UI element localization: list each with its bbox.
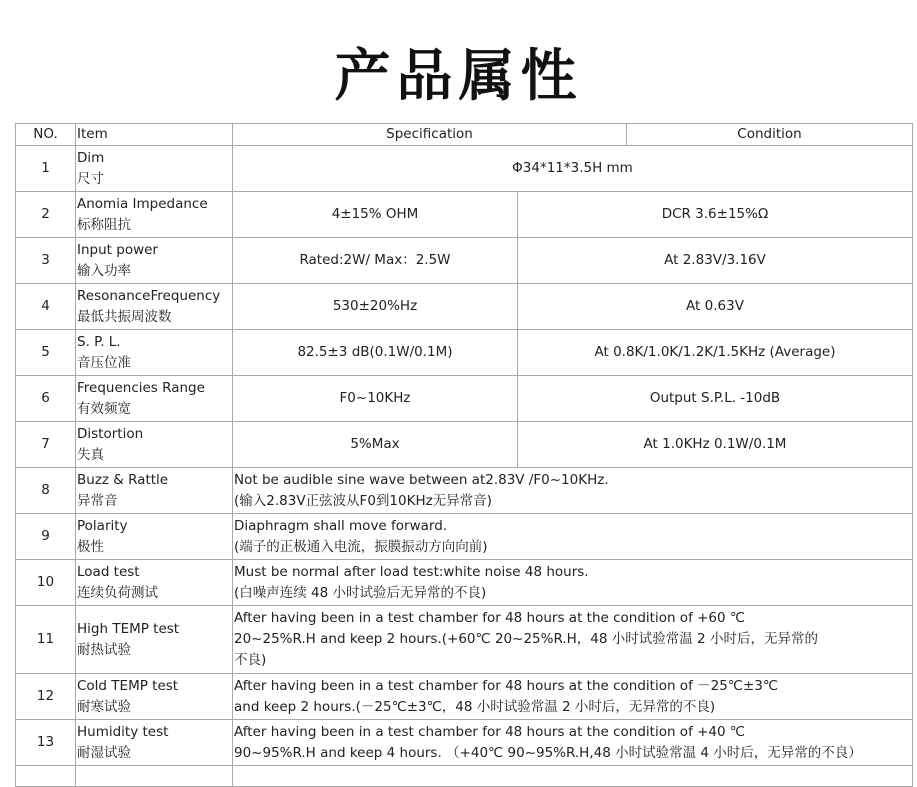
item-name-en: Dim: [77, 149, 105, 166]
table-row: [16, 146, 913, 192]
header-specification: Specification: [233, 124, 627, 146]
item-cell: [76, 284, 233, 330]
description-line: After having been in a test chamber for 48 hours at the condition of －25℃±3℃: [234, 677, 779, 694]
table-row: [16, 330, 913, 376]
row-number: 9: [16, 514, 76, 560]
table-row: [16, 238, 913, 284]
description-line: 不良): [234, 652, 267, 668]
row-number: 5: [16, 330, 76, 376]
item-name-cn: 失真: [77, 446, 104, 463]
item-name-en: High TEMP test: [77, 620, 180, 637]
description-line: (输入2.83V正弦波从F0到10KHz无异常音): [234, 492, 492, 509]
table-row: [16, 514, 913, 560]
empty-cell: [76, 766, 233, 787]
row-number: 2: [16, 192, 76, 238]
item-name-cn: 异常音: [77, 492, 118, 509]
description-cell: [233, 674, 913, 720]
condition-cell: At 0.63V: [518, 284, 913, 330]
item-cell: [76, 560, 233, 606]
table-row: [16, 560, 913, 606]
table-row: [16, 284, 913, 330]
empty-cell: [233, 766, 913, 787]
row-number: 12: [16, 674, 76, 720]
empty-cell: [16, 766, 76, 787]
item-cell: [76, 468, 233, 514]
description-line: (端子的正极通入电流，振膜振动方向向前): [234, 538, 488, 555]
row-number: 7: [16, 422, 76, 468]
description-cell: [233, 720, 913, 766]
item-cell: [76, 720, 233, 766]
item-name-en: Polarity: [77, 517, 128, 534]
row-number: 11: [16, 606, 76, 674]
row-number: 8: [16, 468, 76, 514]
item-cell: [76, 674, 233, 720]
item-name-en: Anomia Impedance: [77, 195, 208, 212]
header-no: NO.: [16, 124, 76, 146]
item-name-en: Humidity test: [77, 723, 169, 740]
description-cell: [233, 514, 913, 560]
row-number: 1: [16, 146, 76, 192]
description-cell: [233, 560, 913, 606]
table-row: [16, 468, 913, 514]
item-name-en: Cold TEMP test: [77, 677, 179, 694]
item-name-cn: 标称阻抗: [77, 216, 131, 233]
condition-cell: Output S.P.L. -10dB: [518, 376, 913, 422]
table-row: [16, 674, 913, 720]
item-cell: [76, 376, 233, 422]
item-cell: [76, 192, 233, 238]
item-name-en: ResonanceFrequency: [77, 287, 221, 304]
table-row-empty: [16, 766, 913, 787]
specification-cell: Φ34*11*3.5H mm: [233, 146, 913, 192]
item-name-cn: 音压位准: [77, 354, 131, 371]
row-number: 10: [16, 560, 76, 606]
table-row: [16, 422, 913, 468]
header-condition: Condition: [627, 124, 913, 146]
description-line: 90~95%R.H and keep 4 hours. （+40℃ 90~95%R.H,48 小时试验常温 4 小时后，无异常的不良）: [234, 744, 862, 761]
item-name-en: Load test: [77, 563, 140, 580]
description-line: After having been in a test chamber for 48 hours at the condition of +40 ℃: [234, 723, 746, 740]
specification-cell: 5%Max: [233, 422, 518, 468]
item-cell: [76, 606, 233, 674]
item-name-cn: 极性: [77, 538, 104, 555]
item-cell: [76, 330, 233, 376]
description-line: Not be audible sine wave between at2.83V /F0~10KHz.: [234, 471, 609, 488]
description-line: and keep 2 hours.(－25℃±3℃，48 小时试验常温 2 小时后，无异常的不良): [234, 698, 716, 715]
table-row: [16, 606, 913, 674]
specification-cell: F0~10KHz: [233, 376, 518, 422]
item-name-en: Buzz & Rattle: [77, 471, 169, 488]
description-line: 20~25%R.H and keep 2 hours.(+60℃ 20~25%R.H，48 小时试验常温 2 小时后，无异常的: [234, 631, 818, 647]
condition-cell: DCR 3.6±15%Ω: [518, 192, 913, 238]
description-line: Must be normal after load test:white noise 48 hours.: [234, 563, 589, 580]
description-line: (白噪声连续 48 小时试验后无异常的不良): [234, 584, 487, 601]
item-cell: [76, 422, 233, 468]
item-name-en: Input power: [77, 241, 158, 258]
item-name-cn: 耐热试验: [77, 641, 131, 658]
condition-cell: At 2.83V/3.16V: [518, 238, 913, 284]
item-name-cn: 耐湿试验: [77, 744, 131, 761]
row-number: 3: [16, 238, 76, 284]
item-name-en: S. P. L.: [77, 333, 121, 350]
item-name-en: Distortion: [77, 425, 144, 442]
row-number: 4: [16, 284, 76, 330]
specification-cell: 530±20%Hz: [233, 284, 518, 330]
item-cell: [76, 238, 233, 284]
page-title: 产品属性: [334, 44, 583, 109]
item-cell: [76, 514, 233, 560]
item-name-cn: 尺寸: [77, 170, 104, 187]
item-name-cn: 连续负荷测试: [77, 584, 158, 601]
specification-cell: 82.5±3 dB(0.1W/0.1M): [233, 330, 518, 376]
condition-cell: At 0.8K/1.0K/1.2K/1.5KHz (Average): [518, 330, 913, 376]
table-row: [16, 376, 913, 422]
specification-cell: Rated:2W/ Max：2.5W: [233, 238, 518, 284]
item-name-cn: 输入功率: [77, 262, 131, 279]
header-item: Item: [76, 124, 233, 146]
condition-cell: At 1.0KHz 0.1W/0.1M: [518, 422, 913, 468]
table-row: [16, 720, 913, 766]
row-number: 6: [16, 376, 76, 422]
row-number: 13: [16, 720, 76, 766]
table-header-row: [16, 124, 913, 146]
description-cell: [233, 468, 913, 514]
item-name-en: Frequencies Range: [77, 379, 205, 396]
table-row: [16, 192, 913, 238]
description-cell: [233, 606, 913, 674]
item-name-cn: 有效频宽: [77, 400, 131, 417]
item-name-cn: 最低共振周波数: [77, 308, 172, 325]
description-line: After having been in a test chamber for 48 hours at the condition of +60 ℃: [234, 610, 746, 626]
description-line: Diaphragm shall move forward.: [234, 517, 448, 534]
product-attributes-table: [15, 123, 913, 787]
item-name-cn: 耐寒试验: [77, 698, 131, 715]
specification-cell: 4±15% OHM: [233, 192, 518, 238]
item-cell: [76, 146, 233, 192]
